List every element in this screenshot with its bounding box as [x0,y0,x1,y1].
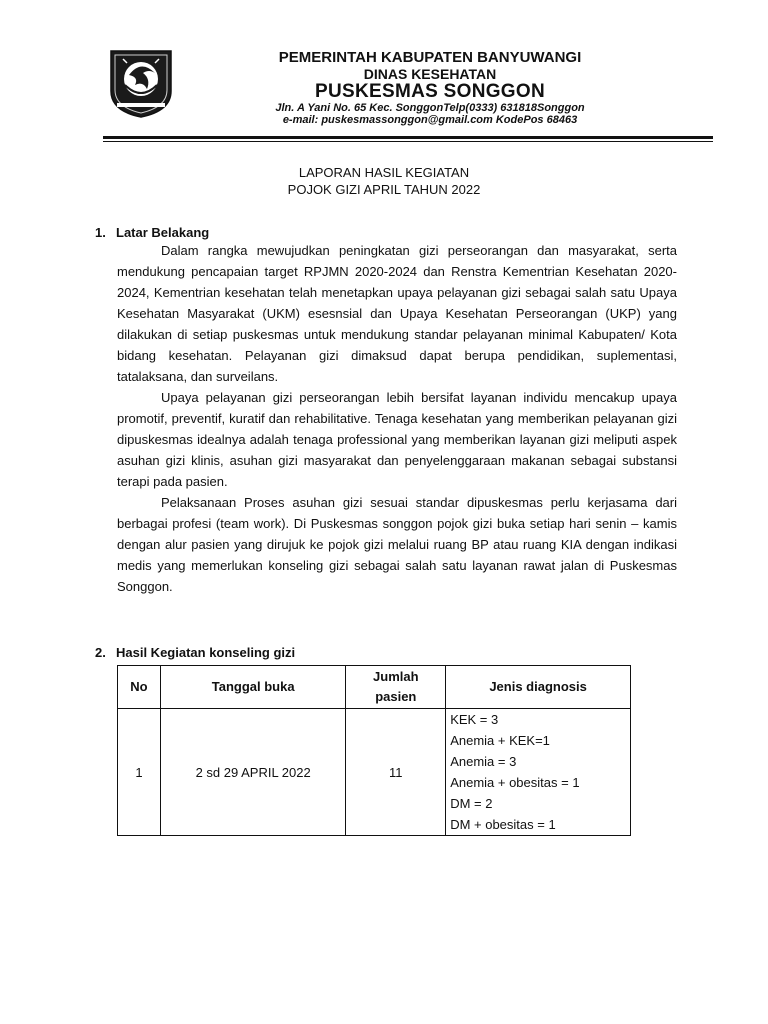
cell-diagnosis [446,709,631,836]
cell-no: 1 [118,709,161,836]
paragraph: Pelaksanaan Proses asuhan gizi sesuai standar dipuskesmas perlu kerjasama dari berbagai profesi (team work). Di Puskesmas songgon pojok gizi buka setiap hari senin – kamis dengan alur pasien yang dirujuk ke pojok gizi melalui ruang BP atau ruang KIA dengan indikasi medis yang memerlukan konseling gizi sebagai salah satu layanan rawat jalan di Puskesmas Songgon. [117,495,677,594]
letterhead-department: DINAS KESEHATAN [363,66,497,82]
letterhead-institution: PUSKESMAS SONGGON [315,81,545,102]
diagnosis-item: Anemia = 3 [450,754,517,769]
header-line: Jumlah [373,669,419,684]
header-line: pasien [375,689,417,704]
column-header-no: No [118,666,161,709]
report-title: LAPORAN HASIL KEGIATAN [298,165,470,180]
section-title: Latar Belakang [116,225,210,240]
paragraph: Upaya pelayanan gizi perseorangan lebih bersifat layanan individu mencakup upaya promotif, preventif, kuratif dan rehabilitative. Tenaga kesehatan yang memberikan pelayanan gizi dipuskesmas idealnya adalah tenaga professional yang memberikan layanan gizi meliputi aspek asuhan gizi klinis, asuhan gizi masyarakat dan penyelenggaraan makanan sebagai substansi terapi pada pasien. [117,390,677,489]
paragraph: Dalam rangka mewujudkan peningkatan gizi perseorangan dan masyarakat, serta mendukung pencapaian target RPJMN 2020-2024 dan Renstra Kementrian Kesehatan 2020-2024, Kementrian kesehatan telah menetapkan upaya pelayanan gizi sebagai salah satu Upaya Kesehatan Masyarakat (UKM) esesnsial dan Upaya Kesehatan Perseorangan (UKP) yang dilakukan di setiap puskesmas untuk mendukung standar pelayanan minimal Kabupaten/ Kota bidang kesehatan. Pelayanan gizi dimaksud dapat berupa pendidikan, suplementasi, tatalaksana, dan surveilans. [117,243,677,384]
section-number: 1. [95,225,106,240]
diagnosis-item: DM = 2 [450,796,493,811]
section-heading-results [95,645,295,660]
letterhead-divider-thin [103,141,713,142]
cell-date: 2 sd 29 APRIL 2022 [160,709,345,836]
letterhead-government: PEMERINTAH KABUPATEN BANYUWANGI [278,49,582,66]
section-title: Hasil Kegiatan konseling gizi [116,645,296,660]
diagnosis-item: DM + obesitas = 1 [450,817,556,832]
table-row [118,709,631,836]
section-body-background [117,240,677,597]
diagnosis-item: Anemia + KEK=1 [450,733,550,748]
letterhead-contact: e-mail: puskesmassonggon@gmail.com KodePos 68463 [282,114,578,126]
column-header-diagnosis: Jenis diagnosis [446,666,631,709]
diagnosis-item: Anemia + obesitas = 1 [450,775,580,790]
column-header-date: Tanggal buka [160,666,345,709]
table-header-row [118,666,631,709]
report-subtitle: POJOK GIZI APRIL TAHUN 2022 [287,182,481,197]
cell-patient-count: 11 [346,709,446,836]
letterhead-divider-thick [103,136,713,139]
logo-seal-icon [103,45,179,121]
section-heading-background [95,225,209,240]
section-number: 2. [95,645,106,660]
diagnosis-item: KEK = 3 [450,712,499,727]
column-header-patient-count [346,666,446,709]
letterhead-address: Jln. A Yani No. 65 Kec. SonggonTelp(0333) 631818Songgon [275,102,585,114]
results-table [117,665,631,836]
